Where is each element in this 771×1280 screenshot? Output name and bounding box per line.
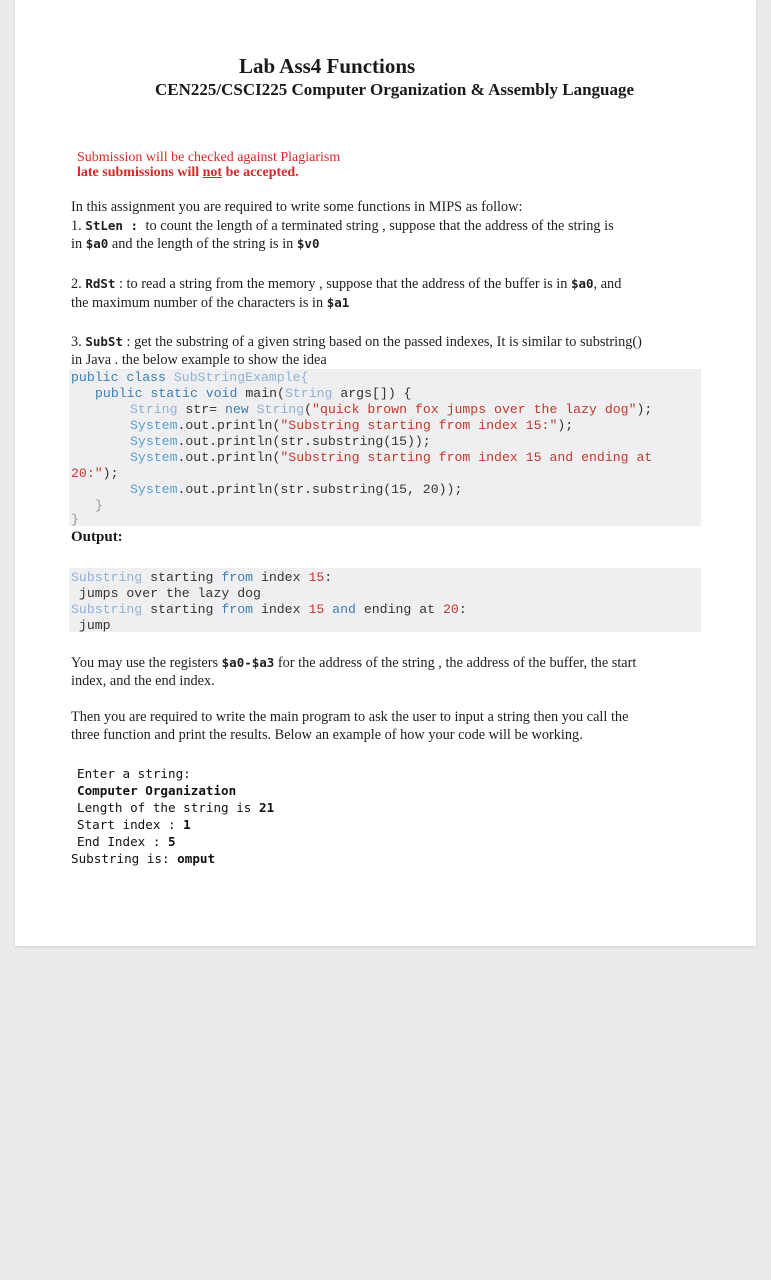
item1-line2: in $a0 and the length of the string is in $v0	[71, 236, 320, 252]
demo-input: Computer Organization	[77, 783, 237, 798]
output-line: jump	[71, 618, 111, 633]
demo-start-index: Start index : 1	[77, 817, 191, 832]
item3-line1: 3. SubSt : get the substring of a given string based on the passed indexes, It is similar to substring()	[71, 334, 642, 350]
code-line: public static void main(String args[]) {	[95, 386, 412, 401]
output-line: jumps over the lazy dog	[71, 586, 261, 601]
registers-line2: index, and the end index.	[71, 673, 215, 689]
item1-line1: 1. StLen : to count the length of a terminated string , suppose that the address of the string is	[71, 218, 614, 234]
code-line: System.out.println(str.substring(15));	[130, 434, 431, 449]
demo-end-index: End Index : 5	[77, 834, 176, 849]
output-line: Substring starting from index 15 and ending at 20:	[71, 602, 467, 617]
demo-length: Length of the string is 21	[77, 800, 275, 815]
code-line: }	[71, 512, 79, 527]
main-program-line2: three function and print the results. Below an example of how your code will be working.	[71, 727, 583, 743]
code-line: System.out.println("Substring starting from index 15 and ending at	[130, 450, 653, 465]
intro-text: In this assignment you are required to write some functions in MIPS as follow:	[71, 199, 523, 215]
output-line: Substring starting from index 15:	[71, 570, 333, 585]
plagiarism-notice: Submission will be checked against Plagiarism	[77, 150, 341, 165]
page-title: Lab Ass4 Functions	[239, 54, 416, 78]
code-line: String str= new String("quick brown fox jumps over the lazy dog");	[130, 402, 653, 417]
output-heading: Output:	[71, 529, 123, 545]
late-submission-notice: late submissions will not be accepted.	[77, 165, 299, 180]
course-subtitle: CEN225/CSCI225 Computer Organization & Assembly Language	[155, 80, 635, 99]
code-line: }	[95, 498, 103, 513]
item3-line2: in Java . the below example to show the idea	[71, 352, 327, 368]
registers-line1: You may use the registers $a0-$a3 for the address of the string , the address of the buffer, the start	[71, 655, 637, 671]
document-page	[15, 0, 756, 946]
code-line: System.out.println("Substring starting from index 15:");	[130, 418, 574, 433]
code-line: System.out.println(str.substring(15, 20));	[130, 482, 463, 497]
item2-line1: 2. RdSt : to read a string from the memory , suppose that the address of the buffer is in $a0, and	[71, 276, 622, 292]
demo-prompt: Enter a string:	[77, 766, 191, 781]
code-line: 20:");	[71, 466, 119, 481]
item2-line2: the maximum number of the characters is in $a1	[71, 295, 350, 311]
demo-substring: Substring is: omput	[71, 851, 216, 866]
main-program-line1: Then you are required to write the main program to ask the user to input a string then you call the	[71, 709, 629, 725]
code-line: public class SubStringExample{	[71, 370, 309, 385]
